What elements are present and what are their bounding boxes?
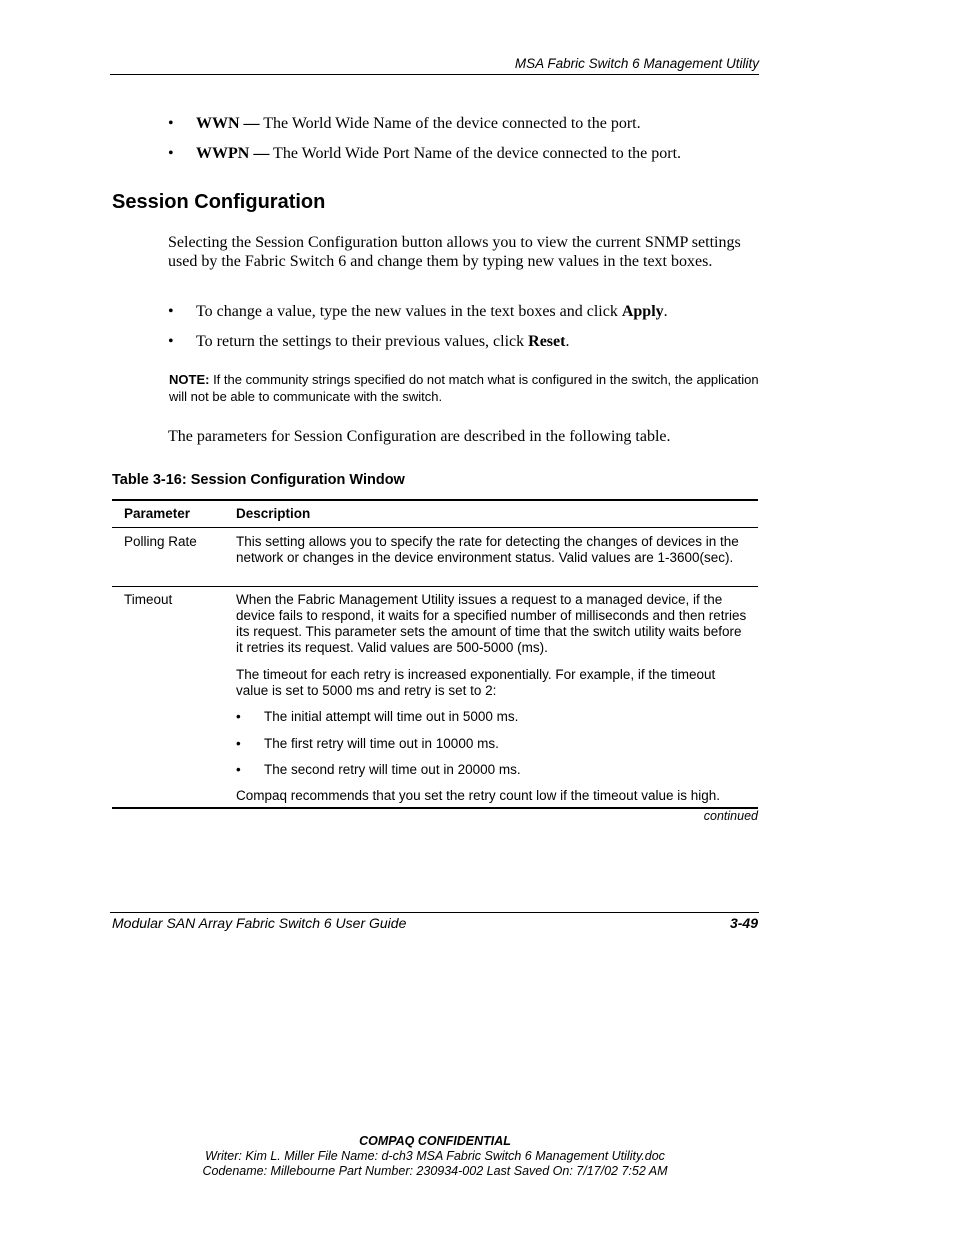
row-timeout-parameter: Timeout xyxy=(124,592,173,607)
reset-term: Reset xyxy=(528,333,566,350)
confidential-label: COMPAQ CONFIDENTIAL xyxy=(359,1134,511,1148)
writer-file-line: Writer: Kim L. Miller File Name: d-ch3 MSA Fabric Switch 6 Management Utility.doc xyxy=(205,1149,665,1163)
table-header-rule xyxy=(112,527,758,528)
row-timeout-closing: Compaq recommends that you set the retry count low if the timeout value is high. xyxy=(236,788,720,803)
bullet-icon: • xyxy=(168,303,174,320)
params-intro: The parameters for Session Configuration are described in the following table. xyxy=(168,428,671,445)
bullet-text-end: . xyxy=(663,303,668,320)
footer-rule xyxy=(110,912,759,913)
bullet-term: WWPN — xyxy=(196,145,270,162)
bullet-text: The second retry will time out in 20000 ms. xyxy=(264,762,521,777)
bullet-text: The first retry will time out in 10000 ms. xyxy=(264,736,499,751)
note xyxy=(169,371,759,405)
table-caption: Table 3-16: Session Configuration Window xyxy=(112,472,405,488)
bullet-icon: • xyxy=(168,115,174,132)
bullet-term: WWN — xyxy=(196,115,260,132)
bullet-icon: • xyxy=(168,145,174,162)
bullet-icon: • xyxy=(168,333,174,350)
note-label: NOTE: xyxy=(169,372,210,387)
bullet-text: To return the settings to their previous values, click xyxy=(196,333,529,350)
bullet-icon: • xyxy=(236,762,241,777)
continued-label: continued xyxy=(703,809,758,823)
bullet-text: The World Wide Name of the device connected to the port. xyxy=(259,115,641,132)
apply-term: Apply xyxy=(621,303,664,320)
bullet-text: The World Wide Port Name of the device connected to the port. xyxy=(269,145,682,162)
bullet-icon: • xyxy=(236,709,241,724)
codename-part-line: Codename: Millebourne Part Number: 230934-002 Last Saved On: 7/17/02 7:52 AM xyxy=(202,1164,668,1178)
column-header-parameter: Parameter xyxy=(124,506,191,521)
note-text: If the community strings specified do not match what is configured in the switch, the application will not be able to communicate with the switch. xyxy=(169,372,759,404)
row-polling-rate-parameter: Polling Rate xyxy=(124,534,197,549)
intro-paragraph: Selecting the Session Configuration button allows you to view the current SNMP settings used by the Fabric Switch 6 and change them by typing new values in the text boxes. xyxy=(168,234,741,270)
bullet-text: To change a value, type the new values in the text boxes and click xyxy=(196,303,622,320)
page-number: 3-49 xyxy=(729,915,758,931)
column-header-description: Description xyxy=(236,506,311,521)
footer-guide-title: Modular SAN Array Fabric Switch 6 User Guide xyxy=(112,915,407,931)
bullet-text-end: . xyxy=(565,333,570,350)
bullet-icon: • xyxy=(236,736,241,751)
header-rule xyxy=(110,74,759,75)
row-polling-rate-description: This setting allows you to specify the rate for detecting the changes of devices in the network or changes in the device environment status. Valid values are 1-3600(sec). xyxy=(236,534,739,565)
running-header: MSA Fabric Switch 6 Management Utility xyxy=(514,56,759,71)
table-top-rule xyxy=(112,499,758,501)
row-timeout-paragraph-2: The timeout for each retry is increased exponentially. For example, if the timeout value is set to 5000 ms and retry is set to 2: xyxy=(236,667,716,698)
table-row-rule xyxy=(112,586,758,587)
row-timeout-paragraph-1: When the Fabric Management Utility issues a request to a managed device, if the device fails to respond, it waits for a specified number of milliseconds and then retries its request. This parameter sets the amount of time that the switch utility waits before it retries its request. Valid values are 500-5000 (ms). xyxy=(236,592,747,655)
bullet-text: The initial attempt will time out in 5000 ms. xyxy=(264,709,519,724)
section-heading: Session Configuration xyxy=(112,191,326,213)
